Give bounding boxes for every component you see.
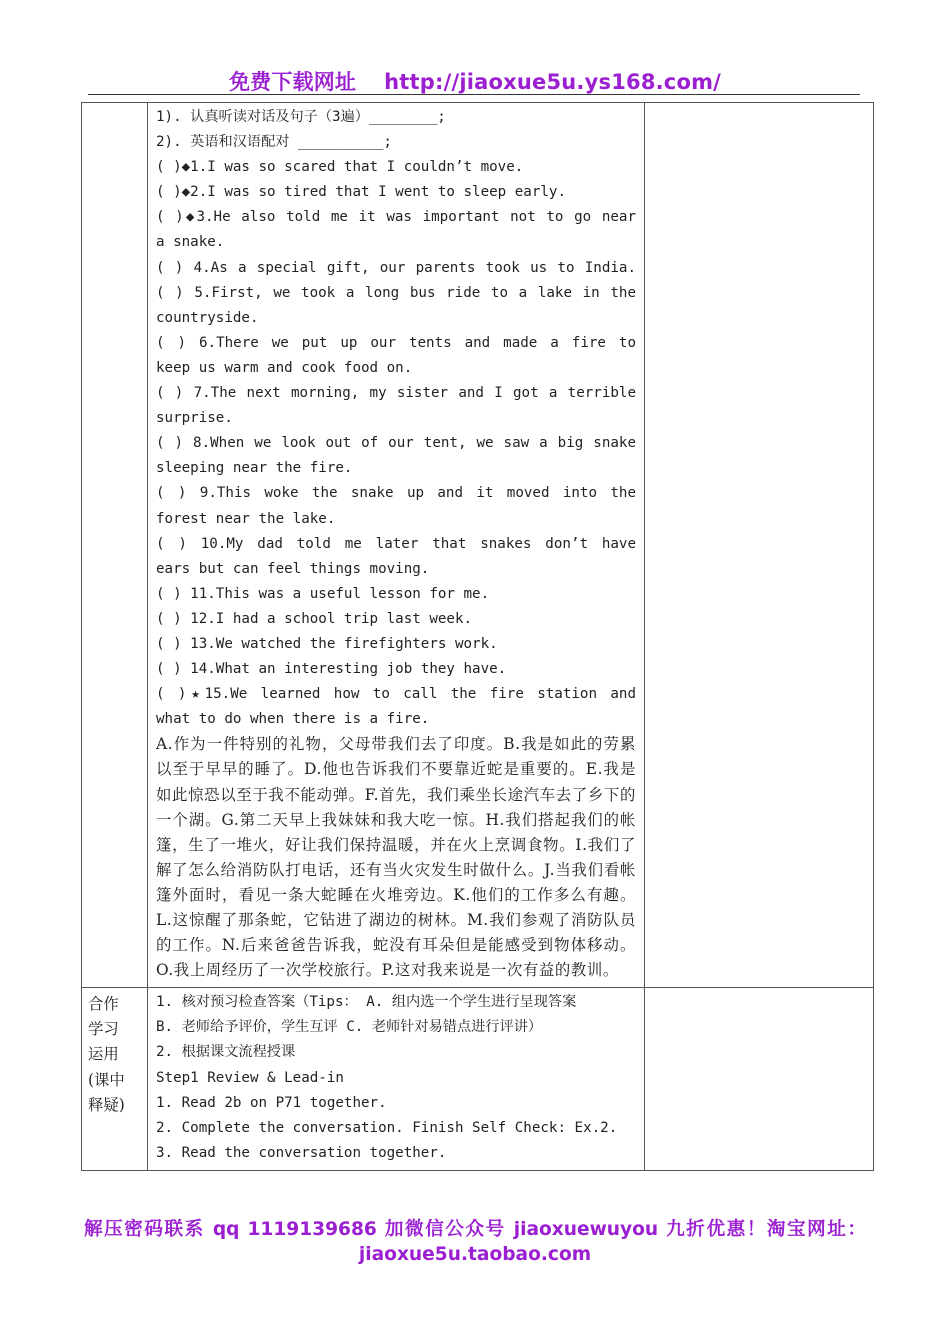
side-label-line: 学习 <box>88 1020 119 1039</box>
exercise-line: surprise. <box>156 410 233 427</box>
exercise-line: ( ) 10.My dad told me later that snakes don’t have <box>156 535 636 552</box>
exercise-line: ( ) 12.I had a school trip last week. <box>156 610 473 627</box>
exercise-line: ( ) 4.As a special gift, our parents took us to India. <box>156 259 636 276</box>
side-label-line: (课中 <box>88 1070 125 1089</box>
preview-notes-cell <box>645 103 874 988</box>
side-label-line: 运用 <box>88 1045 119 1064</box>
exercise-line: ( ) 8.When we look out of our tent, we saw a big snake <box>156 435 636 452</box>
step-line: 1. 核对预习检查答案（Tips： A. 组内选一个学生进行呈现答案 <box>156 994 577 1011</box>
step-line: B. 老师给予评价，学生互评 C. 老师针对易错点进行评讲） <box>156 1019 543 1036</box>
exercise-line: ( )◆3.He also told me it was important not to go near <box>156 209 636 226</box>
header-title: 免费下载网址 <box>228 70 357 94</box>
exercise-line: countryside. <box>156 309 259 326</box>
preview-content-cell <box>148 103 645 988</box>
exercise-line: ( ) 5.First, we took a long bus ride to a lake in the <box>156 284 636 301</box>
cooperate-notes-cell <box>645 988 874 1171</box>
exercise-line: ( ) 11.This was a useful lesson for me. <box>156 585 490 602</box>
exercise-line: ( )◆2.I was so tired that I went to sleep early. <box>156 184 566 201</box>
lesson-table <box>81 102 874 1171</box>
exercise-line: 2). 英语和汉语配对 __________; <box>156 134 392 151</box>
exercise-line: keep us warm and cook food on. <box>156 359 413 376</box>
preview-side-cell <box>82 103 148 988</box>
exercise-line: sleeping near the fire. <box>156 460 353 477</box>
step-line: 2. 根据课文流程授课 <box>156 1044 296 1061</box>
cooperate-row <box>82 988 874 1171</box>
preview-row <box>82 103 874 988</box>
exercise-line: ( ) 6.There we put up our tents and made a fire to <box>156 334 636 351</box>
header-url-link[interactable]: http://jiaoxue5u.ys168.com/ <box>384 70 722 94</box>
side-label-line: 释疑) <box>88 1095 125 1114</box>
step-line: 3. Read the conversation together. <box>156 1144 447 1161</box>
page-footer: 解压密码联系 qq 1119139686 加微信公众号 jiaoxuewuyou 九折优惠！淘宝网址：jiaoxue5u.taobao.com <box>84 1219 866 1265</box>
page-header <box>0 66 950 96</box>
exercise-line: ( )★15.We learned how to call the fire station and <box>156 686 636 703</box>
cooperate-side-cell <box>82 988 148 1171</box>
exercise-line: 1). 认真听读对话及句子（3遍）________; <box>156 109 446 125</box>
cooperate-content-cell <box>148 988 645 1171</box>
header-divider <box>88 94 860 95</box>
step-line: Step1 Review & Lead-in <box>156 1069 344 1086</box>
exercise-line: a snake. <box>156 234 225 251</box>
exercise-line: forest near the lake. <box>156 510 336 527</box>
side-label-line: 合作 <box>88 995 119 1014</box>
step-line: 2. Complete the conversation. Finish Self Check: Ex.2. <box>156 1119 618 1136</box>
exercise-line: ears but can feel things moving. <box>156 560 430 577</box>
preview-exercise-lines <box>156 105 636 732</box>
exercise-line: ( ) 13.We watched the firefighters work. <box>156 635 498 652</box>
exercise-line: what to do when there is a fire. <box>156 711 430 728</box>
cooperate-steps <box>148 988 644 1170</box>
exercise-line: ( ) 7.The next morning, my sister and I got a terrible <box>156 385 636 402</box>
exercise-line: ( )◆1.I was so scared that I couldn’t move. <box>156 159 524 176</box>
cooperate-side-label <box>82 988 147 1121</box>
chinese-options-paragraph: A.作为一件特别的礼物，父母带我们去了印度。B.我是如此的劳累以至于早早的睡了。D.他也告诉我们不要靠近蛇是重要的。E.我是如此惊恐以至于我不能动弹。F.首先，我们乘坐长途汽车去了乡下的一个湖。G.第二天早上我妹妹和我大吃一惊。H.我们搭起我们的帐篷，生了一堆火，好让我们保持温暖，并在火上烹调食物。I.我们了解了怎么给消防队打电话，还有当火灾发生时做什么。J.当我们看帐篷外面时，看见一条大蛇睡在火堆旁边。K.他们的工作多么有趣。L.这惊醒了那条蛇，它钻进了湖边的树林。M.我们参观了消防队员的工作。N.后来爸爸告诉我，蛇没有耳朵但是能感受到物体移动。O.我上周经历了一次学校旅行。P.这对我来说是一次有益的教训。 <box>156 735 636 980</box>
step-line: 1. Read 2b on P71 together. <box>156 1094 387 1111</box>
exercise-line: ( ) 14.What an interesting job they have. <box>156 661 507 678</box>
exercise-line: ( ) 9.This woke the snake up and it moved into the <box>156 485 636 502</box>
